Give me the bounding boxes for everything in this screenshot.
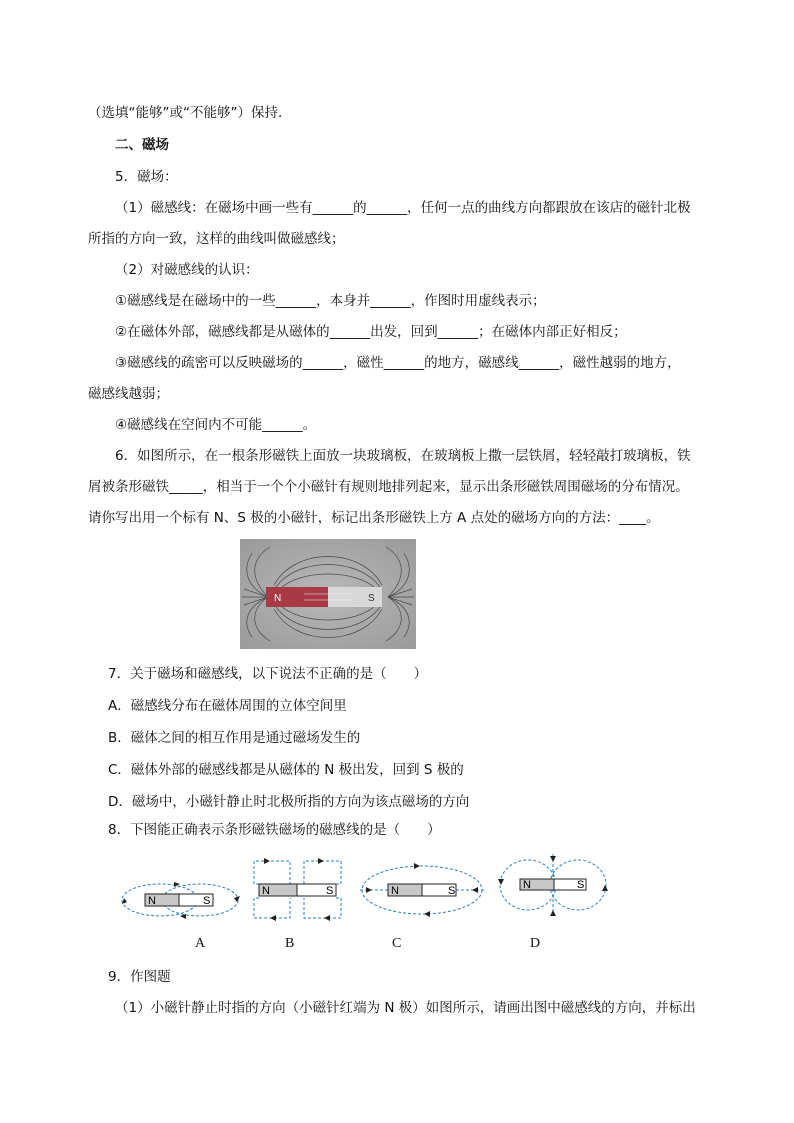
q5-point-3: ③磁感线的疏密可以反映磁场的______，磁性______的地方，磁感线______，磁性越弱的地方， xyxy=(115,355,681,371)
fill-in-hint: （选填“能够”或“不能够”）保持． xyxy=(88,105,292,121)
c-n-label: N xyxy=(391,885,399,897)
b-s-label: S xyxy=(326,885,334,897)
q7-option-a: A．磁感线分布在磁体周围的立体空间里 xyxy=(108,698,347,714)
q7-option-d: D．磁场中，小磁针静止时北极所指的方向为该点磁场的方向 xyxy=(108,794,470,810)
photo-s-label: S xyxy=(368,593,375,604)
question-7: 7．关于磁场和磁感线，以下说法不正确的是（ ） xyxy=(108,666,428,682)
option-d-label: D xyxy=(530,936,541,951)
figure-option-d xyxy=(498,852,610,918)
question-8: 8．下图能正确表示条形磁铁磁场的磁感线的是（ ） xyxy=(108,822,441,838)
question-6-line-2: 屑被条形磁铁_____，相当于一个个小磁针有规则地排列起来，显示出条形磁铁周围磁场的分布情况。 xyxy=(88,479,689,495)
photo-n-label: N xyxy=(274,593,282,604)
iron-filings-photo xyxy=(240,539,416,649)
question-6-line-1: 6．如图所示，在一根条形磁铁上面放一块玻璃板，在玻璃板上撒一层铁屑，轻轻敲打玻璃板，铁 xyxy=(115,448,691,464)
question-9: 9．作图题 xyxy=(108,969,171,985)
figure-option-a xyxy=(120,862,250,940)
q9-item-1: （1）小磁针静止时指的方向（小磁针红端为 N 极）如图所示，请画出图中磁感线的方向，并标出 xyxy=(115,1000,696,1016)
a-s-label: S xyxy=(203,895,211,907)
a-n-label: N xyxy=(148,895,156,907)
q5-point-3-cont: 磁感线越弱； xyxy=(88,386,169,402)
d-s-label: S xyxy=(577,879,585,891)
q5-item-1: （1）磁感线：在磁场中画一些有______的______，任何一点的曲线方向都跟放在该店的磁针北极 xyxy=(115,200,691,216)
option-a-label: A xyxy=(195,936,206,951)
option-c-label: C xyxy=(392,936,402,951)
option-b-label: B xyxy=(285,936,295,951)
q5-item-1-cont: 所指的方向一致，这样的曲线叫做磁感线； xyxy=(88,231,345,247)
q7-option-b: B．磁体之间的相互作用是通过磁场发生的 xyxy=(108,730,361,746)
figure-option-b xyxy=(240,856,350,922)
question-6-line-3: 请你写出用一个标有 N、S 极的小磁针，标记出条形磁铁上方 A 点处的磁场方向的方法：____。 xyxy=(88,510,660,526)
c-s-label: S xyxy=(448,885,456,897)
q5-point-4: ④磁感线在空间内不可能______。 xyxy=(115,417,317,433)
q7-option-c: C．磁体外部的磁感线都是从磁体的 N 极出发，回到 S 极的 xyxy=(108,762,464,778)
section-heading: 二、磁场 xyxy=(115,137,169,153)
figure-option-c xyxy=(358,860,486,926)
question-5-title: 5．磁场： xyxy=(115,169,178,185)
q5-point-1: ①磁感线是在磁场中的一些______，本身并______，作图时用虚线表示； xyxy=(115,293,546,309)
q5-item-2: （2）对磁感线的认识： xyxy=(115,262,259,278)
d-n-label: N xyxy=(523,879,531,891)
q5-point-2: ②在磁体外部，磁感线都是从磁体的______出发，回到______；在磁体内部正好相反； xyxy=(115,324,627,340)
b-n-label: N xyxy=(262,885,270,897)
